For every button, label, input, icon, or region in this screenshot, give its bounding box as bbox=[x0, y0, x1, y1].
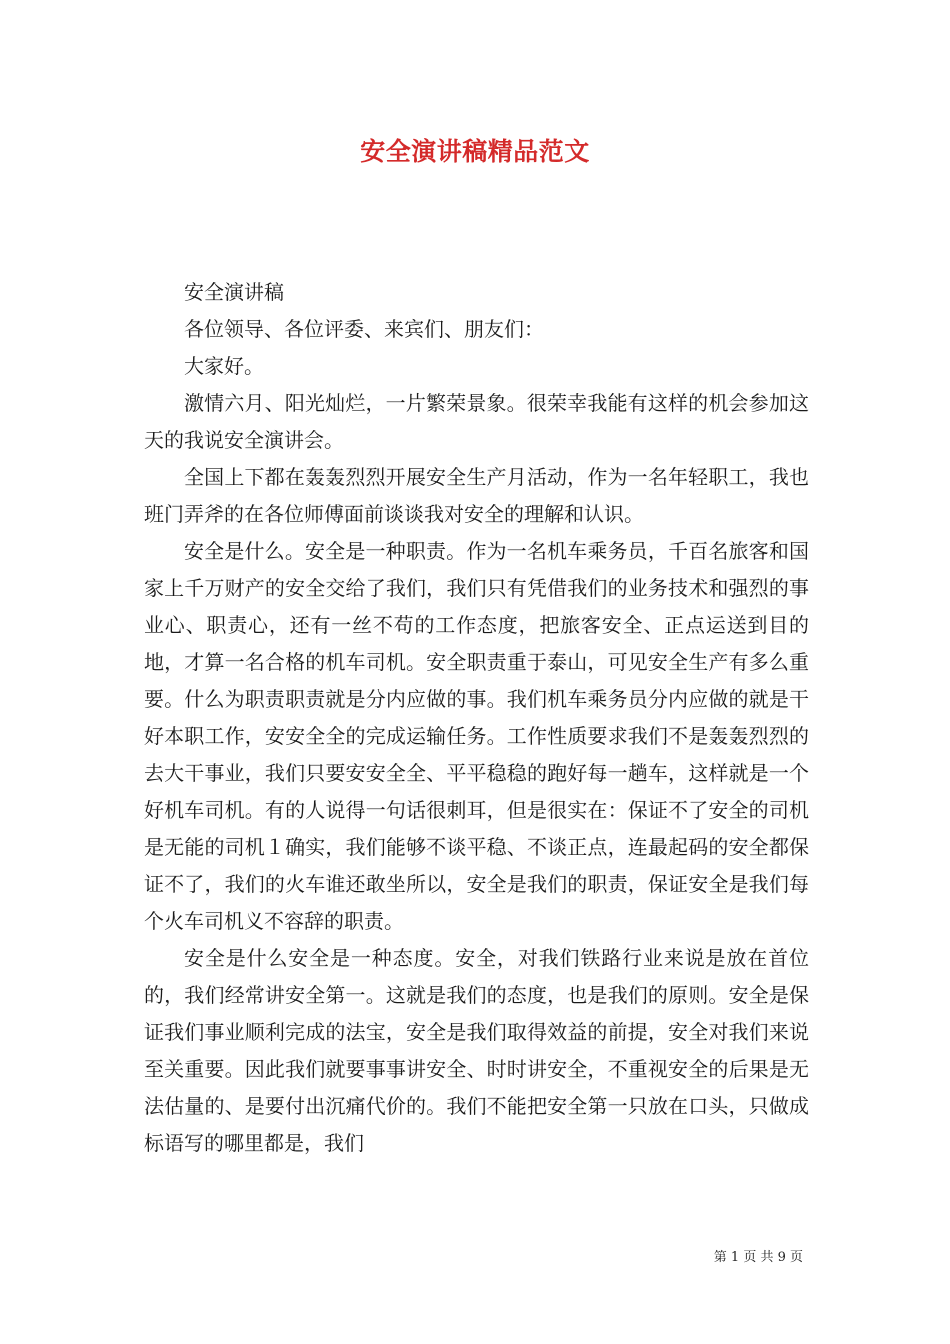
paragraph: 安全是什么安全是一种态度。安全，对我们铁路行业来说是放在首位的，我们经常讲安全第一。这就是我们的态度，也是我们的原则。安全是保证我们事业顺利完成的法宝，安全是我们取得效益的前提，安全对我们来说至关重要。因此我们就要事事讲安全、时时讲安全，不重视安全的后果是无法估量的、是要付出沉痛代价的。我们不能把安全第一只放在口头，只做成标语写的哪里都是，我们 bbox=[144, 946, 809, 1155]
paragraph: 安全是什么。安全是一种职责。作为一名机车乘务员，千百名旅客和国家上千万财产的安全交给了我们，我们只有凭借我们的业务技术和强烈的事业心、职责心，还有一丝不苟的工作态度，把旅客安全、正点运送到目的地，才算一名合格的机车司机。安全职责重于泰山，可见安全生产有多么重要。什么为职责职责就是分内应做的事。我们机车乘务员分内应做的就是干好本职工作，安安全全的完成运输任务。工作性质要求我们不是轰轰烈烈的去大干事业，我们只要安安全全、平平稳稳的跑好每一趟车，这样就是一个好机车司机。有的人说得一句话很刺耳，但是很实在：保证不了安全的司机是无能的司机１确实，我们能够不谈平稳、不谈正点，连最起码的安全都保证不了，我们的火车谁还敢坐所以，安全是我们的职责，保证安全是我们每个火车司机义不容辞的职责。 bbox=[144, 539, 809, 933]
paragraph: 全国上下都在轰轰烈烈开展安全生产月活动，作为一名年轻职工，我也班门弄斧的在各位师傅面前谈谈我对安全的理解和认识。 bbox=[144, 465, 809, 526]
paragraph-salutation: 各位领导、各位评委、来宾们、朋友们： bbox=[184, 317, 544, 341]
paragraph-heading: 安全演讲稿 bbox=[184, 280, 284, 304]
document-body bbox=[144, 274, 809, 1162]
paragraph: 激情六月、阳光灿烂，一片繁荣景象。很荣幸我能有这样的机会参加这天的我说安全演讲会。 bbox=[144, 391, 809, 452]
paragraph-greeting: 大家好。 bbox=[184, 354, 264, 378]
page-number-footer: 第 1 页 共 9 页 bbox=[713, 1250, 803, 1265]
document-title: 安全演讲稿精品范文 bbox=[360, 137, 590, 166]
